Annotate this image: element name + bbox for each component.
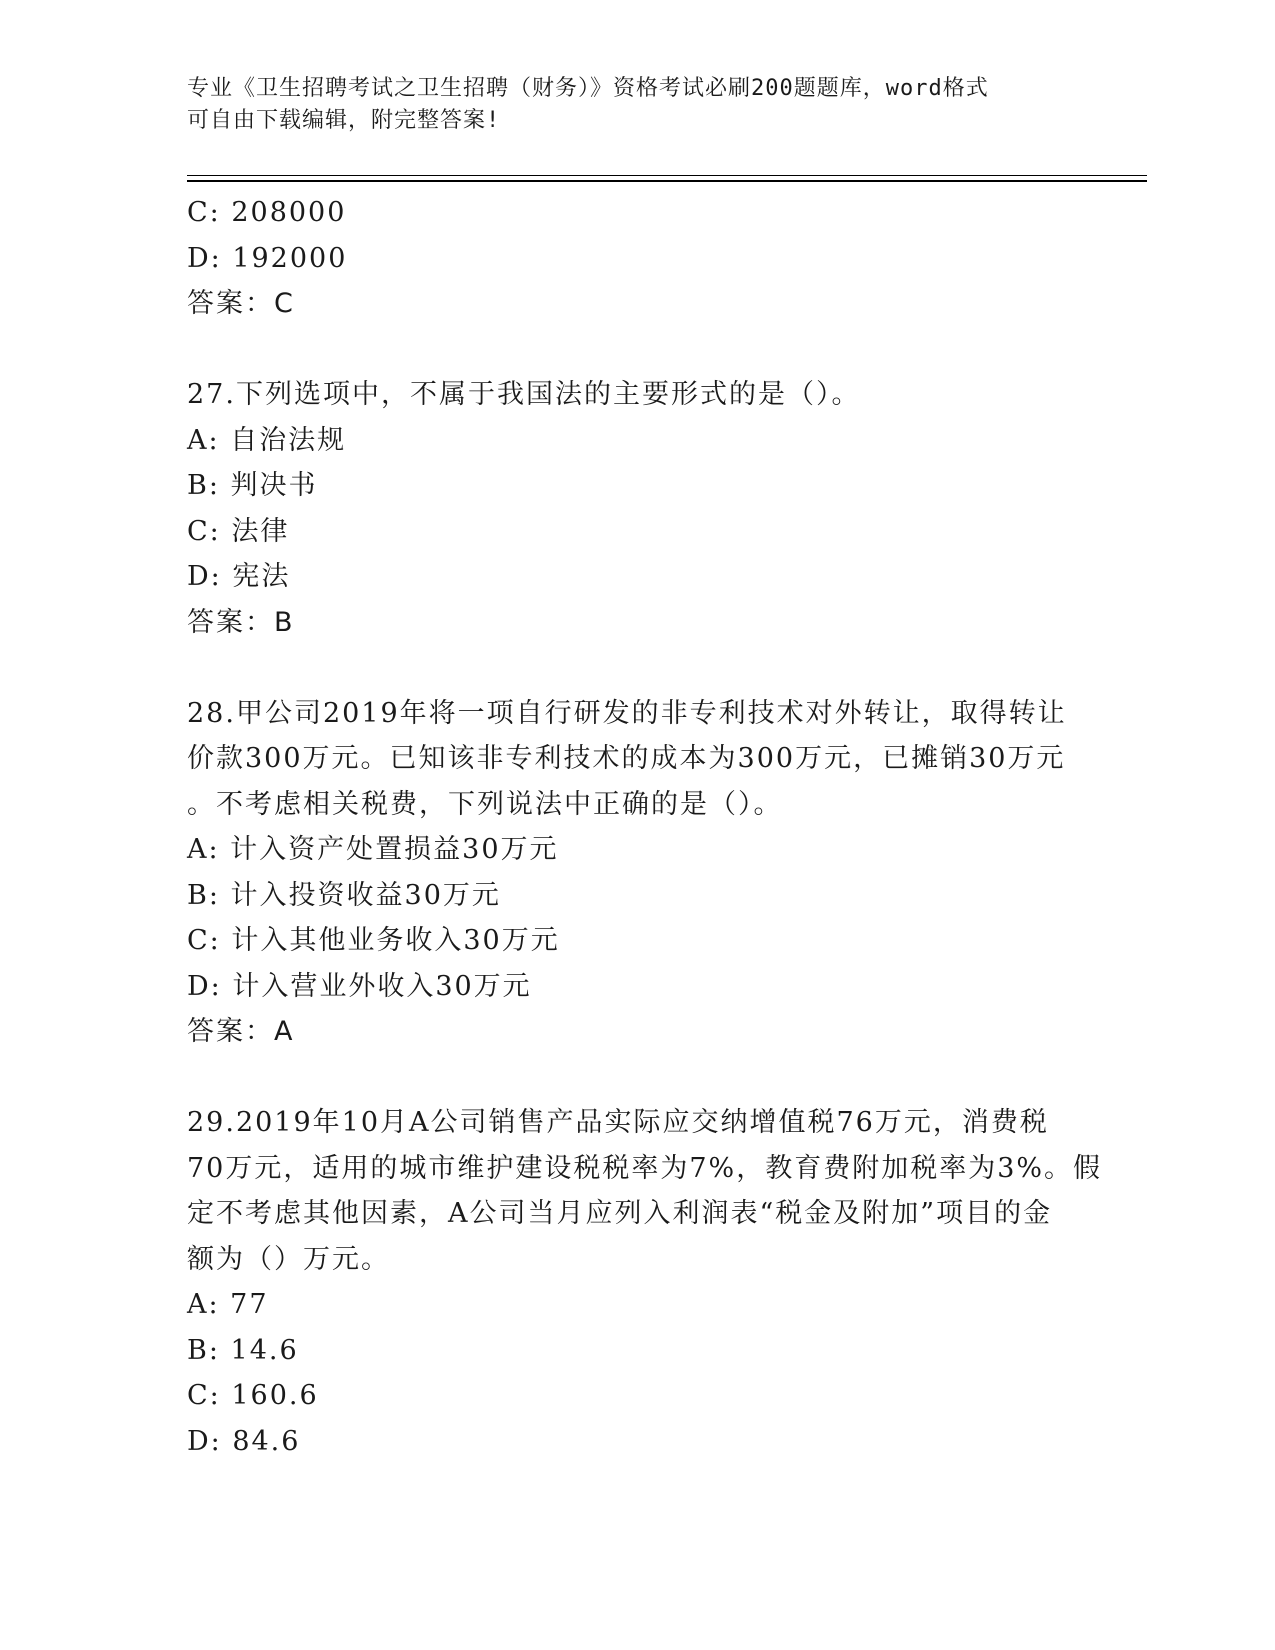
answer-line: 答案：A: [187, 1016, 295, 1047]
prev-question-continuation: [187, 190, 1087, 327]
option-d: D: 宪法: [187, 561, 291, 592]
header-line-1: 专业《卫生招聘考试之卫生招聘（财务）》资格考试必刷200题题库，word格式: [187, 76, 989, 101]
question-29: [187, 1100, 1103, 1464]
answer-line: 答案：B: [187, 606, 295, 638]
option-a: A: 77: [187, 1289, 269, 1320]
question-stem-line-2: 价款300万元。已知该非专利技术的成本为300万元，已摊销30万元: [187, 743, 1066, 774]
option-c: C: 法律: [187, 515, 290, 547]
header-rule-top: [187, 175, 1147, 176]
answer-line: 答案：C: [187, 288, 295, 319]
spacer: [187, 1055, 1087, 1101]
question-stem-line-4: 额为（）万元。: [187, 1243, 390, 1275]
question-stem-line-1: 29.2019年10月A公司销售产品实际应交纳增值税76万元，消费税: [187, 1107, 1049, 1138]
option-b: B: 计入投资收益30万元: [187, 879, 501, 911]
document-header: [187, 73, 1087, 137]
question-stem: 27.下列选项中，不属于我国法的主要形式的是（）。: [187, 379, 861, 410]
question-list: [187, 190, 1103, 1464]
question-28: [187, 691, 1087, 1055]
option-b: B: 14.6: [187, 1334, 299, 1366]
spacer: [187, 645, 1087, 691]
option-d: D: 192000: [187, 242, 348, 274]
question-stem-line-2: 70万元，适用的城市维护建设税税率为7%，教育费附加税率为3%。假: [187, 1152, 1103, 1184]
question-stem-line-3: 。不考虑相关税费，下列说法中正确的是（）。: [187, 788, 783, 820]
option-a: A: 自治法规: [187, 424, 347, 456]
question-27: [187, 372, 1087, 645]
header-line-2: 可自由下载编辑，附完整答案!: [187, 108, 501, 133]
option-a: A: 计入资产处置损益30万元: [187, 834, 559, 865]
option-d: D: 计入营业外收入30万元: [187, 970, 532, 1002]
option-c: C: 160.6: [187, 1380, 319, 1411]
option-c: C: 208000: [187, 197, 347, 228]
header-rule-bottom: [187, 180, 1147, 182]
question-stem-line-1: 28.甲公司2019年将一项自行研发的非专利技术对外转让，取得转让: [187, 697, 1067, 729]
spacer: [187, 327, 1087, 373]
question-stem-line-3: 定不考虑其他因素，A公司当月应列入利润表“税金及附加”项目的金: [187, 1198, 1053, 1229]
option-b: B: 判决书: [187, 470, 318, 501]
option-c: C: 计入其他业务收入30万元: [187, 925, 560, 956]
option-d: D: 84.6: [187, 1425, 301, 1457]
